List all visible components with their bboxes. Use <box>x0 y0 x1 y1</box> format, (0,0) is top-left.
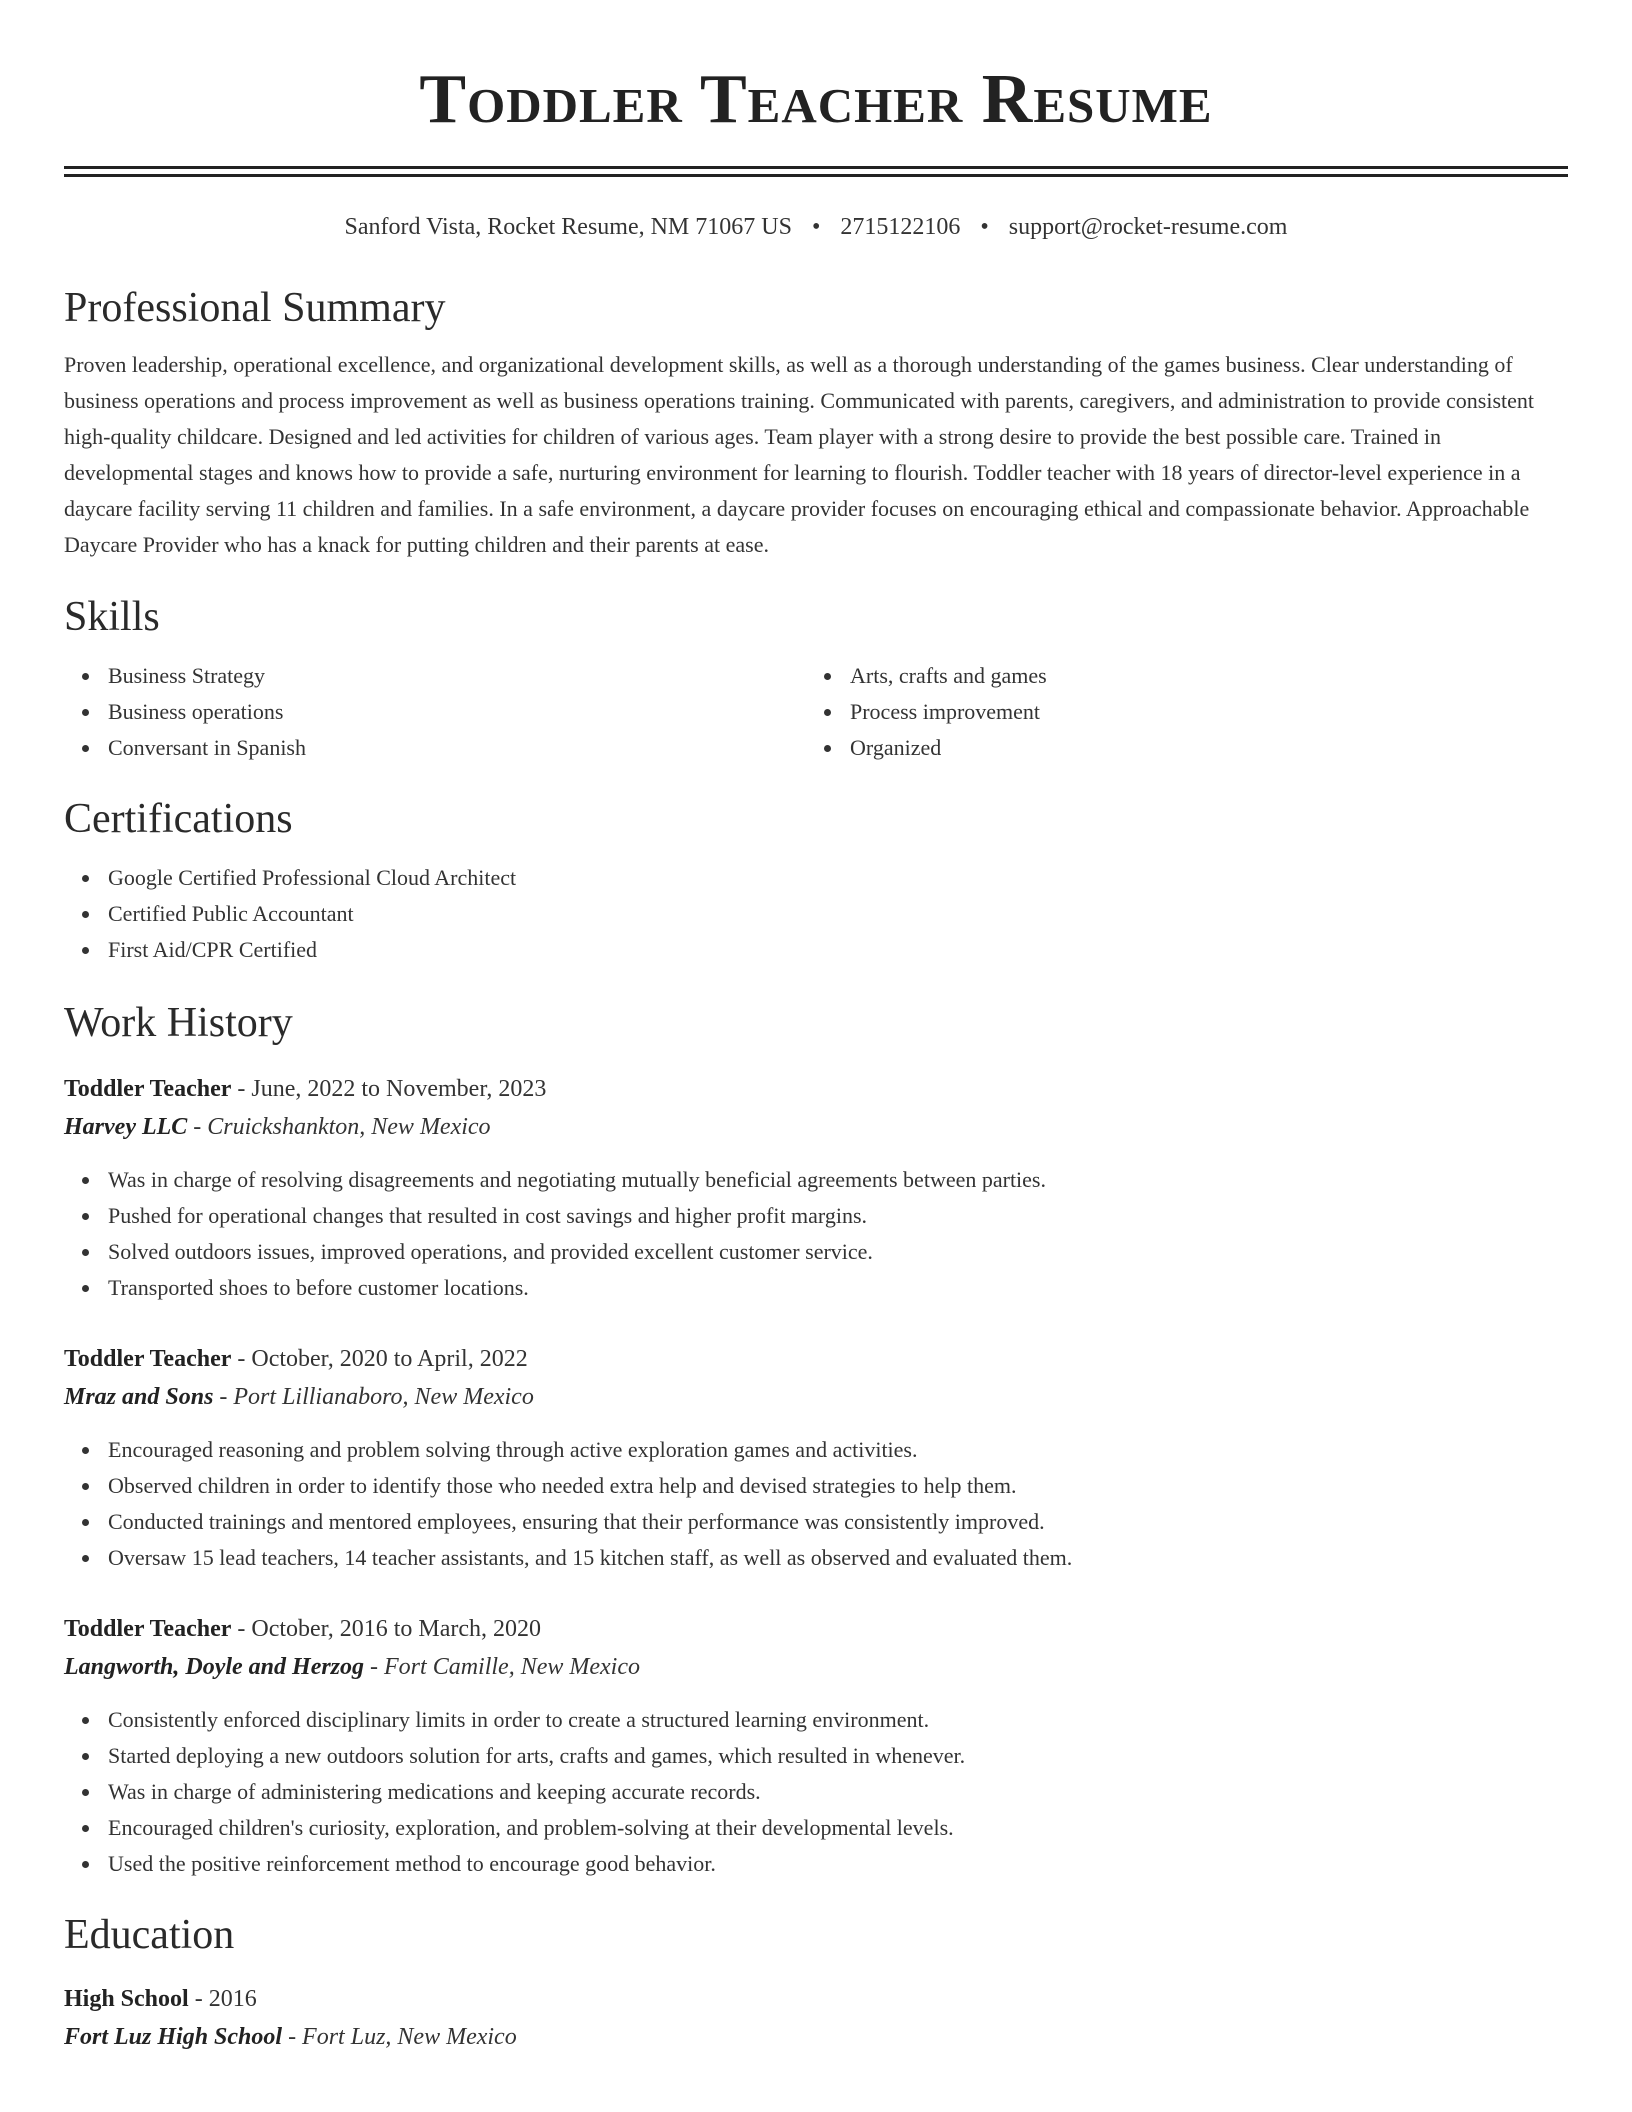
job-bullet: Started deploying a new outdoors solution for arts, crafts and games, which resulted in whenever. <box>108 1738 1568 1774</box>
job-location: - Cruickshankton, New Mexico <box>187 1114 491 1140</box>
certifications-heading: Certifications <box>64 796 293 842</box>
bullet-icon <box>82 1717 89 1724</box>
education-degree-line <box>64 1982 1568 2016</box>
skill-item: Conversant in Spanish <box>108 730 806 766</box>
bullet-icon <box>82 1753 89 1760</box>
job-entry <box>64 1342 1568 1576</box>
summary-heading: Professional Summary <box>64 285 446 331</box>
job-dates: - October, 2016 to March, 2020 <box>231 1616 542 1642</box>
bullet-icon <box>824 673 831 680</box>
job-bullet: Conducted trainings and mentored employees, ensuring that their performance was consistently improved. <box>108 1504 1568 1540</box>
bullet-icon <box>82 1555 89 1562</box>
job-location: - Port Lillianaboro, New Mexico <box>213 1384 534 1410</box>
education-degree: High School <box>64 1986 189 2012</box>
job-bullets <box>64 1162 1568 1306</box>
job-bullet: Consistently enforced disciplinary limits in order to create a structured learning environment. <box>108 1702 1568 1738</box>
bullet-icon <box>82 1483 89 1490</box>
job-bullets <box>64 1702 1568 1882</box>
certification-item: Google Certified Professional Cloud Architect <box>108 860 1568 896</box>
job-company: Langworth, Doyle and Herzog <box>64 1654 365 1680</box>
job-bullet: Was in charge of resolving disagreements and negotiating mutually beneficial agreements between parties. <box>108 1162 1568 1198</box>
bullet-icon <box>82 1447 89 1454</box>
title-divider-top <box>64 166 1568 169</box>
job-bullet: Was in charge of administering medications and keeping accurate records. <box>108 1774 1568 1810</box>
job-company-line <box>64 1650 1568 1684</box>
skill-item: Arts, crafts and games <box>850 658 1548 694</box>
skills-list-left <box>64 658 806 766</box>
skill-item: Business operations <box>108 694 806 730</box>
certification-item: First Aid/CPR Certified <box>108 932 1568 968</box>
job-company-line <box>64 1110 1568 1144</box>
job-dates: - October, 2020 to April, 2022 <box>231 1346 528 1372</box>
skill-item: Organized <box>850 730 1548 766</box>
bullet-icon <box>82 673 89 680</box>
summary-text: Proven leadership, operational excellence, and organizational development skills, as well as a thorough understanding of the games business. Clear understanding of business operations and process improvement as well as business operations training. Communicated with parents, caregivers, and administration to provide consistent high-quality childcare. Designed and led activities for children of various ages. Team player with a strong desire to provide the best possible care. Trained in developmental stages and knows how to provide a safe, nurturing environment for learning to flourish. Toddler teacher with 18 years of director-level experience in a daycare facility serving 11 children and families. In a safe environment, a daycare provider focuses on encouraging ethical and compassionate behavior. Approachable Daycare Provider who has a knack for putting children and their parents at ease. <box>64 352 1535 557</box>
work-history-heading: Work History <box>64 1000 293 1046</box>
education-entry <box>64 1982 1568 2054</box>
bullet-icon <box>82 1249 89 1256</box>
skill-item: Process improvement <box>850 694 1548 730</box>
job-title: Toddler Teacher <box>64 1346 232 1372</box>
job-bullet: Transported shoes to before customer locations. <box>108 1270 1568 1306</box>
job-company-line <box>64 1380 1568 1414</box>
contact-email: support@rocket-resume.com <box>1008 214 1288 240</box>
contact-separator: • <box>811 214 821 240</box>
job-entry <box>64 1612 1568 1882</box>
job-bullet: Oversaw 15 lead teachers, 14 teacher assistants, and 15 kitchen staff, as well as observed and evaluated them. <box>108 1540 1568 1576</box>
education-school-line <box>64 2020 1568 2054</box>
bullet-icon <box>82 1861 89 1868</box>
education-school: Fort Luz High School <box>64 2024 283 2050</box>
resume-title: Toddler Teacher Resume <box>419 61 1213 138</box>
bullet-icon <box>82 911 89 918</box>
education-heading: Education <box>64 1912 235 1958</box>
education-location: - Fort Luz, New Mexico <box>282 2024 517 2050</box>
bullet-icon <box>82 1825 89 1832</box>
certification-item: Certified Public Accountant <box>108 896 1568 932</box>
title-divider-bottom <box>64 174 1568 177</box>
job-entry <box>64 1072 1568 1306</box>
skills-list-right <box>806 658 1548 766</box>
bullet-icon <box>824 709 831 716</box>
bullet-icon <box>82 1285 89 1292</box>
resume-page <box>64 0 1568 2054</box>
education-year: - 2016 <box>188 1986 257 2012</box>
job-bullet: Solved outdoors issues, improved operations, and provided excellent customer service. <box>108 1234 1568 1270</box>
job-bullet: Observed children in order to identify those who needed extra help and devised strategies to help them. <box>108 1468 1568 1504</box>
skills-heading: Skills <box>64 594 160 640</box>
certifications-list <box>64 860 1568 968</box>
bullet-icon <box>82 1177 89 1184</box>
job-company: Harvey LLC <box>64 1114 188 1140</box>
contact-line <box>64 211 1568 243</box>
bullet-icon <box>824 745 831 752</box>
bullet-icon <box>82 947 89 954</box>
bullet-icon <box>82 875 89 882</box>
bullet-icon <box>82 1789 89 1796</box>
job-company: Mraz and Sons <box>64 1384 214 1410</box>
contact-phone: 2715122106 <box>840 214 961 240</box>
job-location: - Fort Camille, New Mexico <box>364 1654 640 1680</box>
contact-address: Sanford Vista, Rocket Resume, NM 71067 US <box>344 214 792 240</box>
job-title: Toddler Teacher <box>64 1616 232 1642</box>
job-bullets <box>64 1432 1568 1576</box>
skills-column-right <box>806 658 1548 766</box>
job-title-line <box>64 1072 1568 1106</box>
job-title-line <box>64 1342 1568 1376</box>
job-bullet: Encouraged children's curiosity, exploration, and problem-solving at their developmental levels. <box>108 1810 1568 1846</box>
job-bullet: Pushed for operational changes that resulted in cost savings and higher profit margins. <box>108 1198 1568 1234</box>
job-dates: - June, 2022 to November, 2023 <box>231 1076 547 1102</box>
bullet-icon <box>82 745 89 752</box>
job-bullet: Used the positive reinforcement method to encourage good behavior. <box>108 1846 1568 1882</box>
bullet-icon <box>82 1213 89 1220</box>
bullet-icon <box>82 1519 89 1526</box>
job-title: Toddler Teacher <box>64 1076 232 1102</box>
skill-item: Business Strategy <box>108 658 806 694</box>
job-title-line <box>64 1612 1568 1646</box>
skills-grid <box>64 658 1568 766</box>
bullet-icon <box>82 709 89 716</box>
job-bullet: Encouraged reasoning and problem solving through active exploration games and activities. <box>108 1432 1568 1468</box>
skills-column-left <box>64 658 806 766</box>
contact-separator: • <box>980 214 989 240</box>
